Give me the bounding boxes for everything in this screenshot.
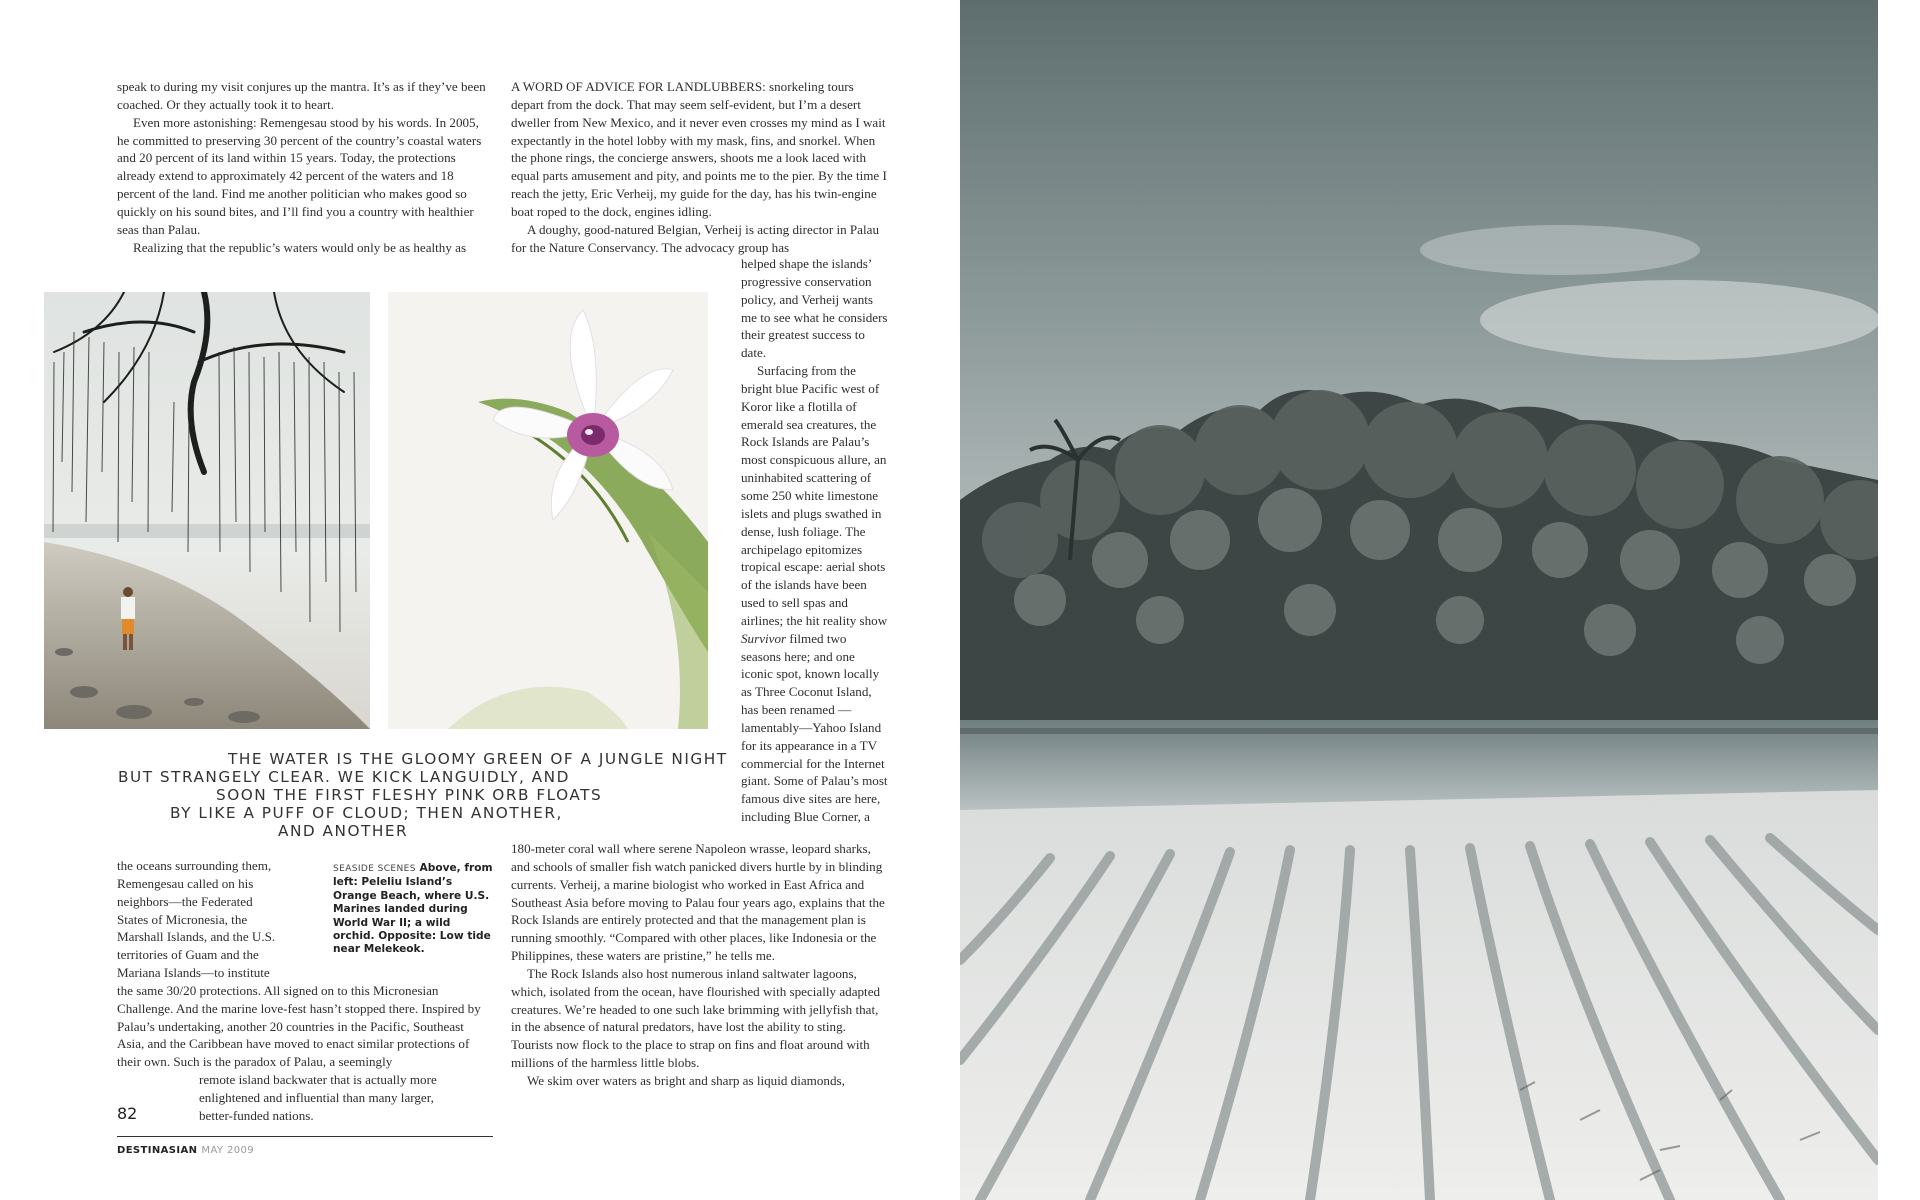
pull-quote-line: AND ANOTHER <box>278 822 409 840</box>
column-2-top <box>511 78 889 256</box>
paragraph: Even more astonishing: Remengesau stood by his words. In 2005, he committed to preserving 30 percent of the country’s coastal waters and 20 percent of its land within 15 years. Today, the protections already extend to approximately 42 percent of the waters and 18 percent of the land. Find me another politician who makes good so quickly on his sound bites, and I’ll find you a country with healthier seas than Palau. <box>117 114 482 237</box>
paragraph <box>117 1071 493 1125</box>
caption-label: SEASIDE SCENES <box>333 864 416 874</box>
text-line: territories of Guam and the <box>117 947 259 963</box>
text-run: Surfacing from the bright blue Pacific west of Koror like a flotilla of emerald sea creatures, the Rock Islands are Palau’s most conspicuous allure, an uninhabited scattering of some 250 white limestone islets and plugs swathed in dense, lush foliage. The archipelago epitomizes tropical escape: aerial shots of the islands have been used to sell spas and airlines; the hit reality show <box>741 363 888 628</box>
pull-quote-line: BY LIKE A PUFF OF CLOUD; THEN ANOTHER, <box>170 804 563 822</box>
paragraph: 180-meter coral wall where serene Napoleon wrasse, leopard sharks, and schools of smaller fish watch panicked divers hurtle by in blinding currents. Verheij, a marine biologist who worked in East Africa and Southeast Asia before moving to Palau four years ago, explains that the Rock Islands are entirely protected and that the management plan is running smoothly. “Compared with other places, like Indonesia or the Philippines, these waters are pristine,” he tells me. <box>511 841 885 964</box>
photo-orange-beach <box>44 292 370 729</box>
footer-divider <box>117 1136 493 1137</box>
text-line: neighbors—the Federated <box>117 893 253 909</box>
paragraph <box>741 362 889 826</box>
photo-wild-orchid <box>388 292 708 729</box>
text-line: Mariana Islands—to institute <box>117 965 270 981</box>
photo-caption <box>333 862 493 957</box>
photo-low-tide-melekeok <box>960 0 1878 1200</box>
pull-quote-line: SOON THE FIRST FLESHY PINK ORB FLOATS <box>216 786 603 804</box>
column-1-top <box>117 78 493 256</box>
paragraph: Realizing that the republic’s waters would only be as healthy as <box>133 239 467 255</box>
publication-name: DESTINASIAN <box>117 1145 198 1156</box>
paragraph: The Rock Islands also host numerous inland saltwater lagoons, which, isolated from the ocean, have flourished with specially adapted creatures. We’re headed to one such lake brimming with jellyfish that, in the absence of natural predators, have lost the ability to sting. Tourists now flock to the place to strap on fins and float around with millions of the harmless little blobs. <box>511 965 881 1071</box>
paragraph <box>117 857 307 982</box>
text-line: Marshall Islands, and the U.S. <box>117 929 276 945</box>
paragraph: speak to during my visit conjures up the mantra. It’s as if they’ve been coached. Or they actually took it to heart. <box>117 79 486 112</box>
text-line: States of Micronesia, the <box>117 911 248 927</box>
text-line: better-funded nations. <box>199 1107 314 1123</box>
low-tide-photo-graphic <box>960 0 1878 1200</box>
caption-text: Above, from left: Peleliu Island’s Orange Beach, where U.S. Marines landed during World War II; a wild orchid. Opposite: Low tide near Melekeok. <box>333 862 493 956</box>
pull-quote <box>118 750 728 840</box>
column-2-bottom <box>511 840 889 1090</box>
text-run: filmed two seasons here; and one iconic spot, known locally as Three Coconut Island, has been renamed —lamentably—Yahoo Island for its appearance in a TV commercial for the Internet giant. Some of Palau’s most famous dive sites are here, including Blue Corner, a <box>741 630 888 825</box>
text-line: remote island backwater that is actually more <box>199 1072 437 1088</box>
text-line: enlightened and influential than many larger, <box>199 1089 434 1105</box>
orchid-photo-graphic <box>388 292 708 729</box>
pull-quote-line: BUT STRANGELY CLEAR. WE KICK LANGUIDLY, AND <box>118 768 570 786</box>
beach-photo-graphic <box>44 292 370 729</box>
paragraph: We skim over waters as bright and sharp as liquid diamonds, <box>527 1072 845 1088</box>
page-number: 82 <box>117 1104 138 1123</box>
paragraph: the same 30/20 protections. All signed on to this Micronesian Challenge. And the marine love-fest hasn’t stopped there. Inspired by Palau’s undertaking, another 20 countries in the Pacific, Southeast Asia, and the Caribbean have moved to enact similar protections of their own. Such is the paradox of Palau, a seemingly <box>117 982 481 1070</box>
issue-date: MAY 2009 <box>201 1145 255 1156</box>
paragraph: A doughy, good-natured Belgian, Verheij is acting director in Palau for the Nature Conservancy. The advocacy group has <box>511 221 879 255</box>
column-2-narrow <box>741 255 889 826</box>
paragraph: A WORD OF ADVICE FOR LANDLUBBERS: snorkeling tours depart from the dock. That may seem self-evident, but I’m a desert dweller from New Mexico, and it never even crosses my mind as I wait expectantly in the hotel lobby with my mask, fins, and snorkel. When the phone rings, the concierge answers, shoots me a look laced with equal parts amusement and pity, and points me to the pier. By the time I reach the jetty, Eric Verheij, my guide for the day, has his twin-engine boat roped to the dock, engines idling. <box>511 79 887 219</box>
text-line: the oceans surrounding them, <box>117 858 272 873</box>
show-title: Survivor <box>741 630 787 646</box>
text-line: Remengesau called on his <box>117 875 254 891</box>
pull-quote-line: THE WATER IS THE GLOOMY GREEN OF A JUNGLE NIGHT <box>228 750 728 768</box>
paragraph: helped shape the islands’ progressive conservation policy, and Verheij wants me to see what he considers their greatest success to date. <box>741 256 888 361</box>
footer <box>117 1145 254 1156</box>
